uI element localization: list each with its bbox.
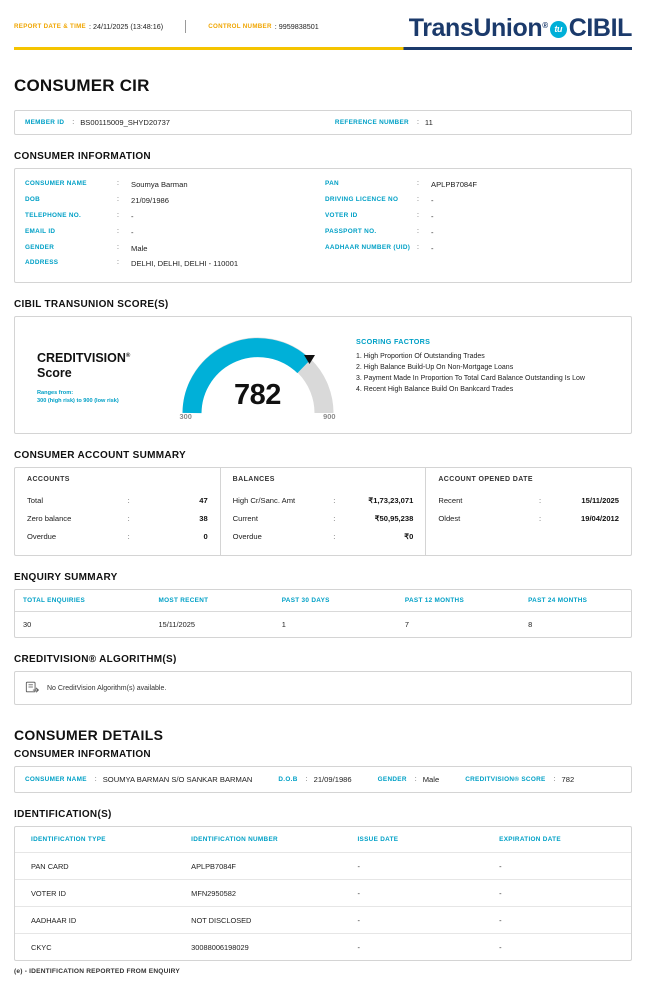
- member-id-field: [25, 118, 335, 127]
- summary-row: [27, 509, 208, 527]
- score-product-name: [37, 351, 175, 365]
- summary-colon: :: [538, 513, 542, 523]
- identification-footnote: (e) - IDENTIFICATION REPORTED FROM ENQUIRY: [14, 968, 180, 976]
- summary-value: 38: [199, 513, 208, 523]
- member-id-label: MEMBER ID: [25, 119, 65, 126]
- summary-row: [233, 527, 414, 545]
- detail-label: CREDITVISION® SCORE: [465, 776, 546, 784]
- field-colon: :: [117, 259, 119, 267]
- cell-issue-date: -: [341, 880, 483, 907]
- field-colon: :: [117, 227, 119, 235]
- column-header: MOST RECENT: [151, 590, 274, 612]
- cell-identification-type: AADHAAR ID: [15, 907, 175, 934]
- member-id-colon: :: [72, 119, 75, 126]
- field-value: -: [431, 211, 434, 221]
- field-colon: :: [417, 211, 419, 219]
- meta-divider: [185, 20, 186, 33]
- summary-colon: :: [333, 513, 336, 523]
- balances-heading: BALANCES: [232, 476, 275, 484]
- report-date-label: REPORT DATE & TIME: [14, 23, 86, 30]
- field-label: PASSPORT NO.: [325, 227, 377, 235]
- reference-number-field: [335, 118, 433, 127]
- consumer-info-left-column: [25, 177, 321, 272]
- table-header-row: [15, 827, 631, 853]
- member-id-value: BS00115009_SHYD20737: [80, 118, 171, 127]
- consumer-info-row: [25, 177, 321, 193]
- cell-expiration-date: -: [483, 934, 631, 961]
- consumer-info-row: [325, 193, 621, 209]
- account-summary-title: CONSUMER ACCOUNT SUMMARY: [14, 450, 187, 462]
- scoring-factor-item: 3. Payment Made In Proportion To Total Card Balance Outstanding Is Low: [356, 375, 585, 383]
- score-range-line2: 300 (high risk) to 900 (low risk): [37, 397, 119, 404]
- detail-colon: :: [305, 776, 308, 784]
- detail-label: CONSUMER NAME: [25, 776, 87, 784]
- summary-key: Zero balance: [27, 513, 72, 523]
- summary-value: 15/11/2025: [581, 495, 620, 505]
- summary-value: 47: [199, 495, 208, 505]
- field-label: EMAIL ID: [25, 227, 56, 235]
- detail-value: SOUMYA BARMAN S/O SANKAR BARMAN: [102, 775, 253, 785]
- field-label: CONSUMER NAME: [25, 180, 87, 188]
- field-colon: :: [417, 227, 419, 235]
- brand-cibil-text: CIBIL: [568, 14, 632, 42]
- consumer-details-title: CONSUMER DETAILS: [14, 727, 164, 744]
- summary-row: [438, 509, 619, 527]
- summary-value: ₹1,73,23,071: [368, 495, 414, 505]
- scoring-factors: [340, 329, 621, 419]
- field-label: AADHAAR NUMBER (UID): [325, 243, 411, 251]
- table-row: [15, 853, 631, 880]
- consumer-details-box: [14, 766, 632, 793]
- column-header: PAST 24 MONTHS: [520, 590, 631, 612]
- tu-circle-icon: tu: [550, 21, 567, 38]
- consumer-info-right-column: [325, 177, 621, 272]
- page-title: CONSUMER CIR: [14, 76, 150, 95]
- summary-value: ₹0: [404, 531, 414, 541]
- detail-label: GENDER: [377, 776, 407, 784]
- identification-table: [15, 827, 631, 960]
- column-header: EXPIRATION DATE: [499, 836, 561, 844]
- balances-column: [220, 468, 426, 555]
- scoring-factor-item: 2. High Balance Build-Up On Non-Mortgage Loans: [356, 364, 514, 372]
- detail-colon: :: [94, 776, 97, 784]
- consumer-info-row: [25, 256, 321, 272]
- consumer-info-row: [325, 209, 621, 225]
- detail-colon: :: [414, 776, 417, 784]
- detail-value: 782: [561, 775, 575, 785]
- cell-identification-type: CKYC: [15, 934, 175, 961]
- scoring-factors-list: [356, 351, 615, 395]
- cell-identification-number: 30088006198029: [175, 934, 341, 961]
- summary-key: Overdue: [27, 531, 57, 541]
- summary-key: Overdue: [232, 531, 262, 541]
- summary-value: ₹50,95,238: [374, 513, 414, 523]
- document-empty-icon: [25, 680, 39, 696]
- reference-number-colon: :: [416, 119, 419, 126]
- field-value: 21/09/1986: [131, 196, 170, 206]
- consumer-information-title: CONSUMER INFORMATION: [14, 151, 151, 162]
- detail-label: D.O.B: [278, 776, 298, 784]
- score-box: [14, 316, 632, 434]
- control-number-value: : 9959838501: [274, 22, 319, 31]
- control-number-label: CONTROL NUMBER: [208, 23, 272, 30]
- score-gauge: [178, 333, 338, 422]
- scoring-factor-item: 4. Recent High Balance Build On Bankcard Trades: [356, 386, 514, 394]
- field-colon: :: [417, 196, 419, 204]
- field-value: APLPB7084F: [431, 180, 478, 190]
- cell-issue-date: -: [341, 934, 483, 961]
- scoring-factors-title: SCORING FACTORS: [356, 337, 431, 347]
- consumer-details-subtitle: CONSUMER INFORMATION: [14, 749, 151, 761]
- cell-past-24-months: 8: [528, 620, 533, 630]
- field-colon: :: [117, 243, 119, 251]
- detail-colon: :: [553, 776, 556, 784]
- summary-key: Oldest: [438, 513, 461, 523]
- cell-expiration-date: -: [483, 880, 631, 907]
- score-gauge-wrap: [175, 329, 340, 422]
- score-product-subtitle: Score: [37, 365, 72, 380]
- summary-value: 19/04/2012: [581, 513, 620, 523]
- consumer-info-row: [325, 177, 621, 193]
- report-date-value: : 24/11/2025 (13:48:16): [88, 22, 164, 31]
- summary-row: [27, 527, 208, 545]
- field-label: DOB: [25, 196, 41, 204]
- summary-colon: :: [333, 531, 336, 541]
- account-summary-box: [14, 467, 632, 556]
- algorithms-title: CREDITVISION® ALGORITHM(S): [14, 654, 177, 666]
- column-header: PAST 30 DAYS: [274, 590, 397, 612]
- cell-identification-type: VOTER ID: [15, 880, 175, 907]
- cell-past-12-months: 7: [404, 620, 410, 630]
- detail-value: 21/09/1986: [313, 775, 352, 785]
- field-colon: :: [117, 211, 119, 219]
- field-label: GENDER: [25, 243, 55, 251]
- cell-past-30-days: 1: [281, 620, 286, 630]
- brand-transunion-text: TransUnion®: [408, 14, 548, 42]
- summary-key: Total: [27, 495, 44, 505]
- table-row: [15, 880, 631, 907]
- score-max-label: 900: [323, 412, 336, 422]
- detail-value: Male: [422, 775, 440, 785]
- reference-number-value: 11: [424, 118, 433, 127]
- field-value: -: [431, 196, 434, 206]
- cell-identification-number: MFN2950582: [175, 880, 341, 907]
- summary-key: Current: [232, 513, 258, 523]
- cell-identification-number: APLPB7084F: [175, 853, 341, 880]
- field-value: Male: [131, 243, 148, 253]
- field-value: Soumya Barman: [131, 180, 188, 190]
- summary-key: Recent: [438, 495, 463, 505]
- cell-total-enquiries: 30: [23, 620, 32, 630]
- summary-value: 0: [203, 531, 208, 541]
- header-rule: [14, 47, 632, 50]
- member-id-box: [14, 110, 632, 135]
- field-value: DELHI, DELHI, DELHI - 110001: [131, 259, 239, 269]
- consumer-info-row: [25, 193, 321, 209]
- cell-expiration-date: -: [483, 853, 631, 880]
- cell-identification-number: NOT DISCLOSED: [175, 907, 341, 934]
- algorithms-empty-note: No CreditVision Algorithm(s) available.: [47, 684, 167, 692]
- consumer-info-row: [325, 225, 621, 241]
- consumer-information-box: [14, 168, 632, 283]
- field-colon: :: [417, 180, 419, 188]
- score-section-title: CIBIL TRANSUNION SCORE(S): [14, 299, 169, 311]
- consumer-info-row: [325, 240, 621, 256]
- table-row: [15, 907, 631, 934]
- enquiry-summary-title: ENQUIRY SUMMARY: [14, 572, 118, 584]
- score-range-line1: Ranges from:: [37, 389, 74, 396]
- registered-mark-icon: ®: [125, 353, 131, 359]
- report-header: [14, 16, 632, 47]
- cell-issue-date: -: [341, 853, 483, 880]
- field-label: ADDRESS: [25, 259, 59, 267]
- transunion-cibil-logo: [409, 16, 632, 41]
- summary-row: [27, 491, 208, 509]
- score-value: 782: [234, 379, 281, 412]
- accounts-column: [15, 468, 220, 555]
- scoring-factor-item: 1. High Proportion Of Outstanding Trades: [356, 353, 485, 361]
- field-colon: :: [417, 243, 419, 251]
- field-colon: :: [117, 180, 119, 188]
- field-value: -: [431, 227, 434, 237]
- score-product-name-text: CREDITVISION: [37, 351, 126, 366]
- summary-colon: :: [127, 531, 130, 541]
- opened-date-heading: ACCOUNT OPENED DATE: [438, 476, 533, 484]
- accounts-heading: ACCOUNTS: [27, 476, 70, 484]
- field-value: -: [131, 211, 134, 221]
- cell-expiration-date: -: [483, 907, 631, 934]
- field-value: -: [431, 243, 434, 253]
- table-row: [15, 934, 631, 961]
- score-range-info: [37, 389, 175, 406]
- summary-colon: :: [333, 495, 336, 505]
- enquiry-summary-box: [14, 589, 632, 638]
- column-header: PAST 12 MONTHS: [397, 590, 520, 612]
- consumer-info-row: [25, 209, 321, 225]
- field-label: TELEPHONE NO.: [25, 211, 82, 219]
- score-min-label: 300: [179, 412, 192, 422]
- identification-title: IDENTIFICATION(S): [14, 809, 112, 821]
- table-row: [15, 612, 631, 638]
- field-label: VOTER ID: [325, 211, 358, 219]
- column-header: TOTAL ENQUIRIES: [15, 590, 151, 612]
- score-product-info: [25, 329, 175, 419]
- identification-box: [14, 826, 632, 961]
- reference-number-label: REFERENCE NUMBER: [334, 119, 409, 126]
- column-header: IDENTIFICATION TYPE: [31, 836, 106, 844]
- consumer-info-row: [25, 225, 321, 241]
- summary-colon: :: [538, 495, 542, 505]
- algorithms-box: [14, 671, 632, 705]
- field-label: DRIVING LICENCE NO: [325, 196, 399, 204]
- column-header: IDENTIFICATION NUMBER: [191, 836, 278, 844]
- summary-row: [233, 491, 414, 509]
- field-value: -: [131, 227, 134, 237]
- summary-colon: :: [127, 513, 130, 523]
- report-meta: [14, 16, 319, 33]
- cell-identification-type: PAN CARD: [15, 853, 175, 880]
- summary-key: High Cr/Sanc. Amt: [232, 495, 296, 505]
- field-label: PAN: [325, 180, 339, 188]
- consumer-info-row: [25, 240, 321, 256]
- cell-issue-date: -: [341, 907, 483, 934]
- column-header: ISSUE DATE: [357, 836, 399, 844]
- table-header-row: [15, 590, 631, 612]
- summary-row: [438, 491, 619, 509]
- enquiry-summary-table: [15, 590, 631, 637]
- cell-most-recent: 15/11/2025: [158, 620, 195, 630]
- opened-date-column: [425, 468, 631, 555]
- summary-row: [233, 509, 414, 527]
- field-colon: :: [117, 196, 119, 204]
- summary-colon: :: [127, 495, 130, 505]
